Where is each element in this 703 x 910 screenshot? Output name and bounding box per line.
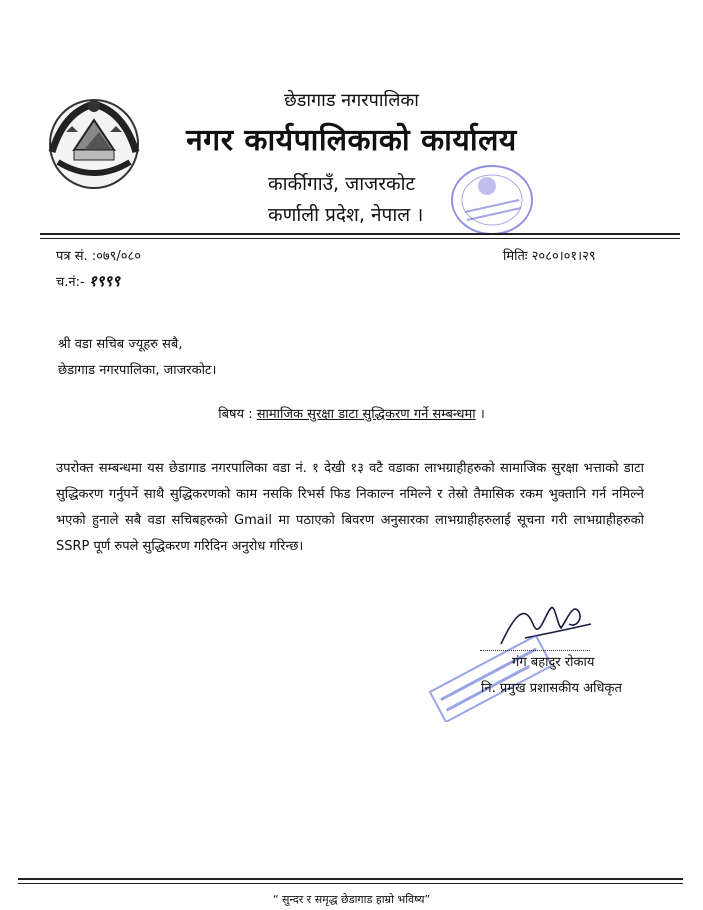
office-title: नगर कार्यपालिकाको कार्यालय: [186, 123, 517, 158]
signer-title: नि. प्रमुख प्रशासकीय अधिकृत: [481, 681, 622, 696]
dispatch-value: १९९९: [88, 272, 121, 290]
dispatch-label: च.नं:-: [56, 275, 85, 290]
office-address: कार्कीगाउँ, जाजरकोट: [268, 173, 416, 195]
recipient-line-1: श्री वडा सचिब ज्यूहरु सबै,: [58, 337, 183, 352]
header-rule-thin: [40, 238, 680, 239]
footer-rule-thin: [18, 883, 683, 884]
subject-line: [0, 404, 703, 422]
reference-number: पत्र सं. :०७९/०८०: [56, 249, 142, 264]
subject-text: सामाजिक सुरक्षा डाटा सुद्धिकरण गर्ने सम्बन्धमा: [256, 407, 476, 422]
letter-date: मितिः २०८०।०१।२९: [503, 249, 596, 264]
signer-name: गंग बहादुर रोकाय: [512, 655, 595, 670]
municipality-name: छेडागाड नगरपालिका: [284, 90, 419, 111]
header-rule: [40, 233, 680, 235]
office-province: कर्णाली प्रदेश, नेपाल ।: [268, 204, 424, 226]
footer-slogan: “ सुन्दर र समृद्ध छेडागाड हाम्रो भविष्य”: [272, 893, 431, 906]
subject-label: बिषय :: [218, 407, 253, 422]
officer-stamp-icon: [420, 632, 560, 722]
subject-end: ।: [479, 407, 485, 422]
footer-rule: [18, 878, 683, 880]
office-seal-icon: [447, 160, 537, 240]
letter-body: उपरोक्त सम्बन्धमा यस छेडागाड नगरपालिका वडा नं. १ देखी १३ वटै वडाका लाभग्राहीहरुको सामाजिक सुरक्षा भत्ताको डाटा सुद्धिकरण गर्नुपर्ने साथै सुद्धिकरणको काम नसकि रिभर्स फिड निकाल्न नमिल्ने र तेस्रो तैमासिक रकम भुक्तानि गर्न नमिल्ने भएको हुनाले सबै वडा सचिबहरुको Gmail मा पठाएको बिवरण अनुसारका लाभग्राहीहरुलाई सूचना गरी लाभग्राहीहरुको SSRP पूर्ण रुपले सुद्धिकरण गरिदिन अनुरोध गरिन्छ।: [56, 461, 644, 554]
signature-dotted-line: [480, 650, 590, 651]
dispatch-number: [56, 271, 120, 291]
recipient-line-2: छेडागाड नगरपालिका, जाजरकोट।: [58, 363, 217, 378]
